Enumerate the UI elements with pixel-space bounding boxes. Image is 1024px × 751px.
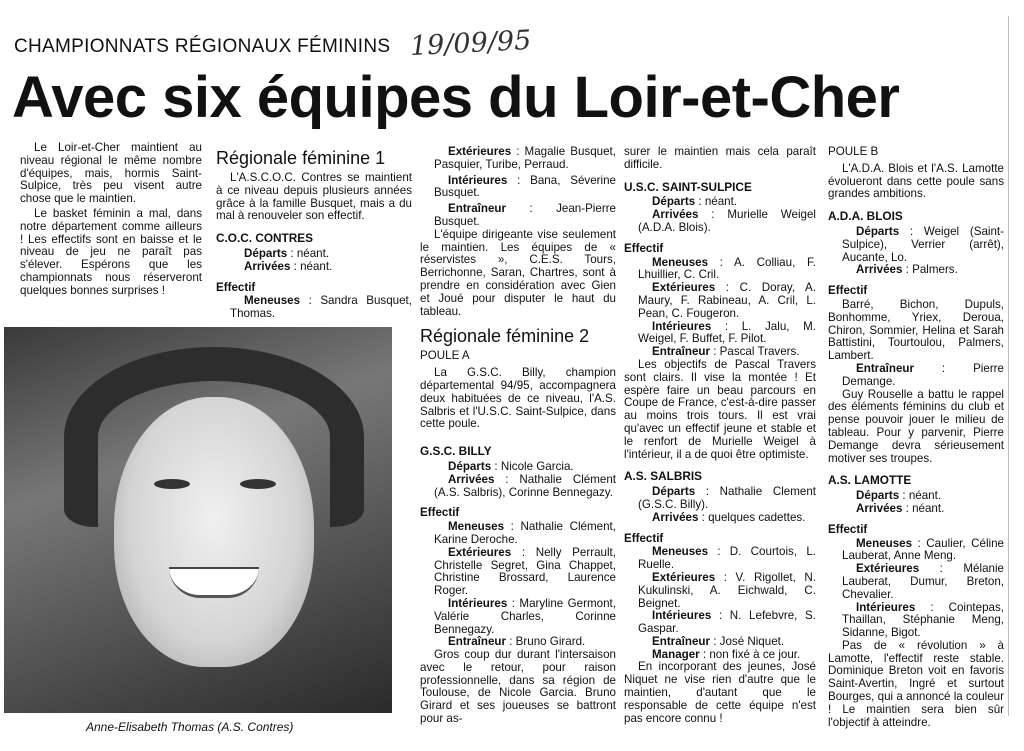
roster-line: Entraîneur : Pierre Demange. bbox=[842, 361, 1004, 388]
roster-line: Extérieures : V. Rigollet, N. Kukulinski, A. Eichwald, C. Beignet. bbox=[638, 570, 816, 610]
column-intro bbox=[20, 142, 202, 298]
column-rf1 bbox=[216, 146, 412, 321]
article-paragraph: La G.S.C. Billy, champion départemental 94/95, accompagnera deux habituées de ce niveau, l'A.S. Salbris et l'U.S.C. Saint-Sulpice, dans cette poule. bbox=[420, 366, 616, 431]
club-heading: G.S.C. BILLY bbox=[420, 444, 492, 459]
roster-line: Meneuses : Nathalie Clément, Karine Deroche. bbox=[434, 520, 616, 546]
roster-line: Entraîneur : José Niquet. bbox=[652, 634, 785, 648]
roster-line: Extérieures : Nelly Perrault, Christelle Segret, Gina Chappet, Christine Brossard, Laurence Roger. bbox=[434, 545, 616, 598]
article-paragraph: Gros coup dur durant l'intersaison avec le retour, pour raison professionnelle, dans sa région de Toulouse, de Nicole Garcia. Bruno Girard et ses joueuses se battront pour as- bbox=[420, 648, 616, 726]
roster-line: Extérieures : C. Doray, A. Maury, F. Rabineau, A. Cril, L. Pean, C. Fougeron. bbox=[638, 281, 816, 320]
article-paragraph: Guy Rouselle a battu le rappel des éléments féminins du club et pense pouvoir jouer le milieu de tableau. Pour y parvenir, Pierre Demange devra sérieusement motiver ses troupes. bbox=[828, 387, 1004, 465]
roster-line: Manager : non fixé à ce jour. bbox=[652, 647, 801, 661]
roster-line: Meneuses : Sandra Busquet, Thomas. bbox=[230, 294, 412, 321]
column-rf2 bbox=[420, 146, 616, 726]
effectif-heading: Effectif bbox=[828, 284, 868, 298]
article-paragraph: L'A.D.A. Blois et l'A.S. Lamotte évolueront dans cette poule sans grandes ambitions. bbox=[828, 161, 1004, 201]
roster-line: Intérieures : N. Lefebvre, S. Gaspar. bbox=[638, 609, 816, 636]
article-paragraph: L'A.S.C.O.C. Contres se maintient à ce niveau depuis plusieurs années grâce à la famille Busquet, mais a du mal à renouveler son effectif. bbox=[216, 171, 412, 223]
roster-line: Meneuses : A. Colliau, F. Lhuillier, C. Cril. bbox=[638, 255, 816, 282]
headline: Avec six équipes du Loir-et-Cher bbox=[12, 65, 900, 130]
roster-line: Intérieures : L. Jalu, M. Weigel, F. Buffet, F. Pilot. bbox=[638, 319, 816, 346]
roster-line: Intérieures : Maryline Germont, Valérie Charles, Corinne Bennegazy. bbox=[434, 596, 616, 636]
photo-caption: Anne-Elisabeth Thomas (A.S. Contres) bbox=[86, 720, 294, 734]
club-heading: A.S. SALBRIS bbox=[624, 469, 702, 484]
roster-line: Extérieures : Magalie Busquet, Pasquier, Turibe, Perraud. bbox=[434, 145, 616, 171]
player-photo bbox=[4, 327, 392, 713]
article-paragraph: surer le maintien mais cela paraît difficile. bbox=[624, 145, 816, 171]
section-heading: Régionale féminine 2 bbox=[420, 326, 590, 347]
pool-label: POULE A bbox=[420, 349, 470, 363]
column-poule-b bbox=[828, 146, 1004, 729]
roster-line: Arrivées : Murielle Weigel (A.D.A. Blois). bbox=[638, 208, 816, 234]
effectif-heading: Effectif bbox=[420, 506, 460, 520]
club-heading: C.O.C. CONTRES bbox=[216, 231, 314, 246]
roster-line: Meneuses : Caulier, Céline Lauberat, Anne Meng. bbox=[842, 536, 1004, 563]
photo-eye bbox=[154, 479, 190, 489]
column-clubs bbox=[624, 146, 816, 725]
section-heading: Régionale féminine 1 bbox=[216, 148, 386, 168]
effectif-heading: Effectif bbox=[216, 280, 256, 294]
pool-label: POULE B bbox=[828, 145, 879, 158]
intro-paragraph: Le Loir-et-Cher maintient au niveau régional le même nombre d'équipes, mais, hormis Saint-Sulpice, très peu visent autre chose que le maintien. bbox=[20, 141, 202, 206]
roster-line: Intérieures : Cointepas, Thaillan, Stéphanie Meng, Sidanne, Bigot. bbox=[842, 600, 1004, 640]
roster-line: Meneuses : D. Courtois, L. Ruelle. bbox=[638, 545, 816, 572]
roster-line: Arrivées : Nathalie Clément (A.S. Salbris), Corinne Bennegazy. bbox=[434, 472, 616, 499]
club-heading: A.D.A. BLOIS bbox=[828, 209, 903, 224]
section-kicker: CHAMPIONNATS RÉGIONAUX FÉMININS bbox=[14, 36, 391, 57]
article-paragraph: Pas de « révolution » à Lamotte, l'effectif reste stable. Dominique Breton voit en favoris Saint-Avertin, Ingré et surtout Bourges, qui a annoncé la couleur ! Le maintien sera bien sûr l'objectif à atteindre. bbox=[828, 638, 1004, 729]
article-paragraph: Les objectifs de Pascal Travers sont clairs. Il vise la montée ! Et espère faire un beau parcours en Coupe de France, c'est-à-dire passer au moins trois tours. Il est vrai qu'avec un effectif jeune et stable et le renfort de Murielle Weigel à l'intérieur, il a de quoi être optimiste. bbox=[624, 357, 816, 461]
roster-line: Départs : néant. bbox=[244, 246, 330, 260]
roster-list: Barré, Bichon, Dupuls, Bonhomme, Yriex, Deroua, Chiron, Sommier, Helina et Sarah Battistini, Tourtoulou, Palmers, Lambert. bbox=[828, 297, 1004, 363]
article-paragraph: L'équipe dirigeante vise seulement le maintien. Les équipes de « réservistes », C.E.S. Tours, Berrichonne, Saran, Chartres, sont à prendre en considération avec Gien et Joué pour disputer le haut du tableau. bbox=[420, 227, 616, 318]
handwritten-date: 19/09/95 bbox=[409, 24, 532, 63]
photo-eye bbox=[240, 479, 276, 489]
roster-line: Entraîneur : Jean-Pierre Busquet. bbox=[434, 202, 616, 228]
roster-line: Arrivées : Palmers. bbox=[856, 263, 958, 277]
intro-paragraph: Le basket féminin a mal, dans notre département comme ailleurs ! Les effectifs sont en baisse et le niveau de jeu ne paraît pas s'élever. Espérons que les championnats nous réserveront quelques bonnes surprises ! bbox=[20, 206, 202, 297]
roster-line: Départs : néant. bbox=[856, 489, 942, 503]
club-heading: A.S. LAMOTTE bbox=[828, 473, 912, 488]
effectif-heading: Effectif bbox=[624, 241, 664, 255]
article-paragraph: En incorporant des jeunes, José Niquet ne vise rien d'autre que le maintien, d'autant que le responsable de cette équipe n'est pas encore connu ! bbox=[624, 660, 816, 725]
club-heading: U.S.C. SAINT-SULPICE bbox=[624, 179, 752, 194]
roster-line: Intérieures : Bana, Séverine Busquet. bbox=[434, 173, 616, 200]
photo-face bbox=[114, 397, 314, 667]
roster-line: Arrivées : néant. bbox=[244, 259, 333, 273]
roster-line: Entraîneur : Pascal Travers. bbox=[652, 345, 800, 359]
roster-line: Arrivées : néant. bbox=[856, 501, 945, 515]
roster-line: Départs : Nathalie Clement (G.S.C. Billy). bbox=[638, 485, 816, 511]
roster-line: Arrivées : quelques cadettes. bbox=[652, 510, 806, 524]
effectif-heading: Effectif bbox=[828, 522, 868, 536]
roster-line: Entraîneur : Bruno Girard. bbox=[448, 635, 586, 649]
column-rule bbox=[1008, 16, 1009, 716]
roster-line: Départs : Nicole Garcia. bbox=[448, 459, 574, 473]
roster-line: Départs : Weigel (Saint-Sulpice), Verrier (arrêt), Aucante, Lo. bbox=[842, 224, 1004, 264]
roster-line: Extérieures : Mélanie Lauberat, Dumur, Breton, Chevalier. bbox=[842, 562, 1004, 601]
effectif-heading: Effectif bbox=[624, 531, 664, 545]
roster-line: Départs : néant. bbox=[652, 195, 738, 209]
